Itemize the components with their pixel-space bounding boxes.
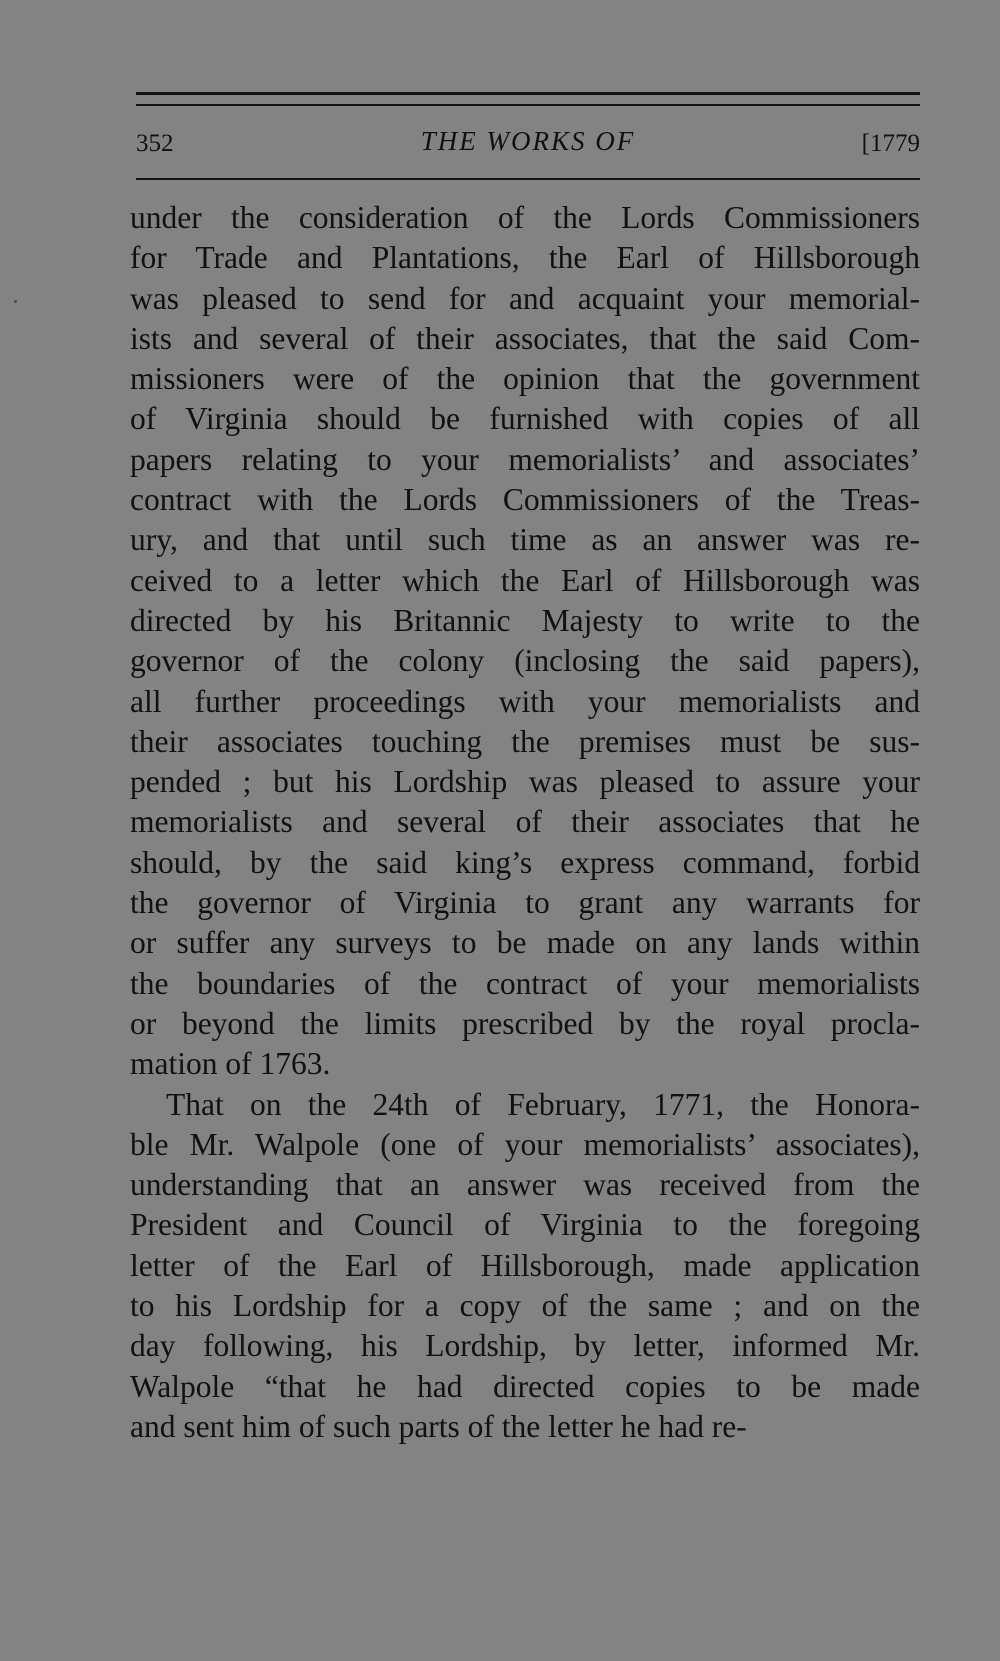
- text-line: all further proceedings with your memorialists and: [130, 683, 920, 719]
- text-line: of Virginia should be furnished with copies of all: [130, 401, 920, 437]
- header-rule: [136, 178, 920, 180]
- text-line: the boundaries of the contract of your memorialists: [130, 965, 920, 1001]
- text-line: under the consideration of the Lords Commissioners: [130, 200, 920, 235]
- text-line: or beyond the limits prescribed by the royal procla-: [130, 1005, 920, 1041]
- text-line: the governor of Virginia to grant any warrants for: [130, 885, 920, 921]
- top-rule-thick: [136, 92, 920, 95]
- text-line: governor of the colony (inclosing the said papers),: [130, 643, 920, 679]
- text-line: That on the 24th of February, 1771, the Honora-: [166, 1086, 920, 1122]
- text-line: letter of the Earl of Hillsborough, made application: [130, 1247, 920, 1283]
- text-line: for Trade and Plantations, the Earl of Hillsborough: [130, 240, 920, 276]
- text-line: understanding that an answer was received from the: [130, 1167, 920, 1203]
- running-head: [136, 126, 920, 166]
- text-line: ble Mr. Walpole (one of your memorialists’ associates),: [130, 1126, 920, 1162]
- text-line: missioners were of the opinion that the government: [130, 361, 920, 397]
- paragraph: [130, 198, 920, 1085]
- text-line: pended ; but his Lordship was pleased to assure your: [130, 764, 920, 800]
- paragraph: [130, 1085, 920, 1448]
- text-line: ceived to a letter which the Earl of Hillsborough was: [130, 562, 920, 598]
- text-line: and sent him of such parts of the letter he had re-: [130, 1408, 747, 1444]
- page-number: 352: [136, 130, 174, 157]
- text-line: should, by the said king’s express command, forbid: [130, 844, 920, 880]
- text-line: to his Lordship for a copy of the same ; and on the: [130, 1288, 920, 1324]
- text-line: papers relating to your memorialists’ and associates’: [130, 441, 920, 477]
- text-line: was pleased to send for and acquaint your memorial-: [130, 280, 920, 316]
- text-line: their associates touching the premises must be sus-: [130, 723, 920, 759]
- text-line: or suffer any surveys to be made on any lands within: [130, 925, 920, 961]
- text-line: day following, his Lordship, by letter, informed Mr.: [130, 1328, 920, 1364]
- text-line: memorialists and several of their associates that he: [130, 804, 920, 840]
- text-line: President and Council of Virginia to the foregoing: [130, 1207, 920, 1243]
- margin-speck: [14, 300, 17, 303]
- text-line: Walpole “that he had directed copies to be made: [130, 1368, 920, 1404]
- running-year: [1779: [861, 130, 920, 157]
- text-line: mation of 1763.: [130, 1046, 331, 1082]
- text-line: ury, and that until such time as an answer was re-: [130, 522, 920, 558]
- text-line: ists and several of their associates, that the said Com-: [130, 320, 920, 356]
- top-rule-thin: [136, 104, 920, 106]
- text-line: contract with the Lords Commissioners of the Treas-: [130, 482, 920, 518]
- running-title: THE WORKS OF: [420, 126, 636, 156]
- text-line: directed by his Britannic Majesty to write to the: [130, 602, 920, 638]
- body-text: [130, 198, 920, 1447]
